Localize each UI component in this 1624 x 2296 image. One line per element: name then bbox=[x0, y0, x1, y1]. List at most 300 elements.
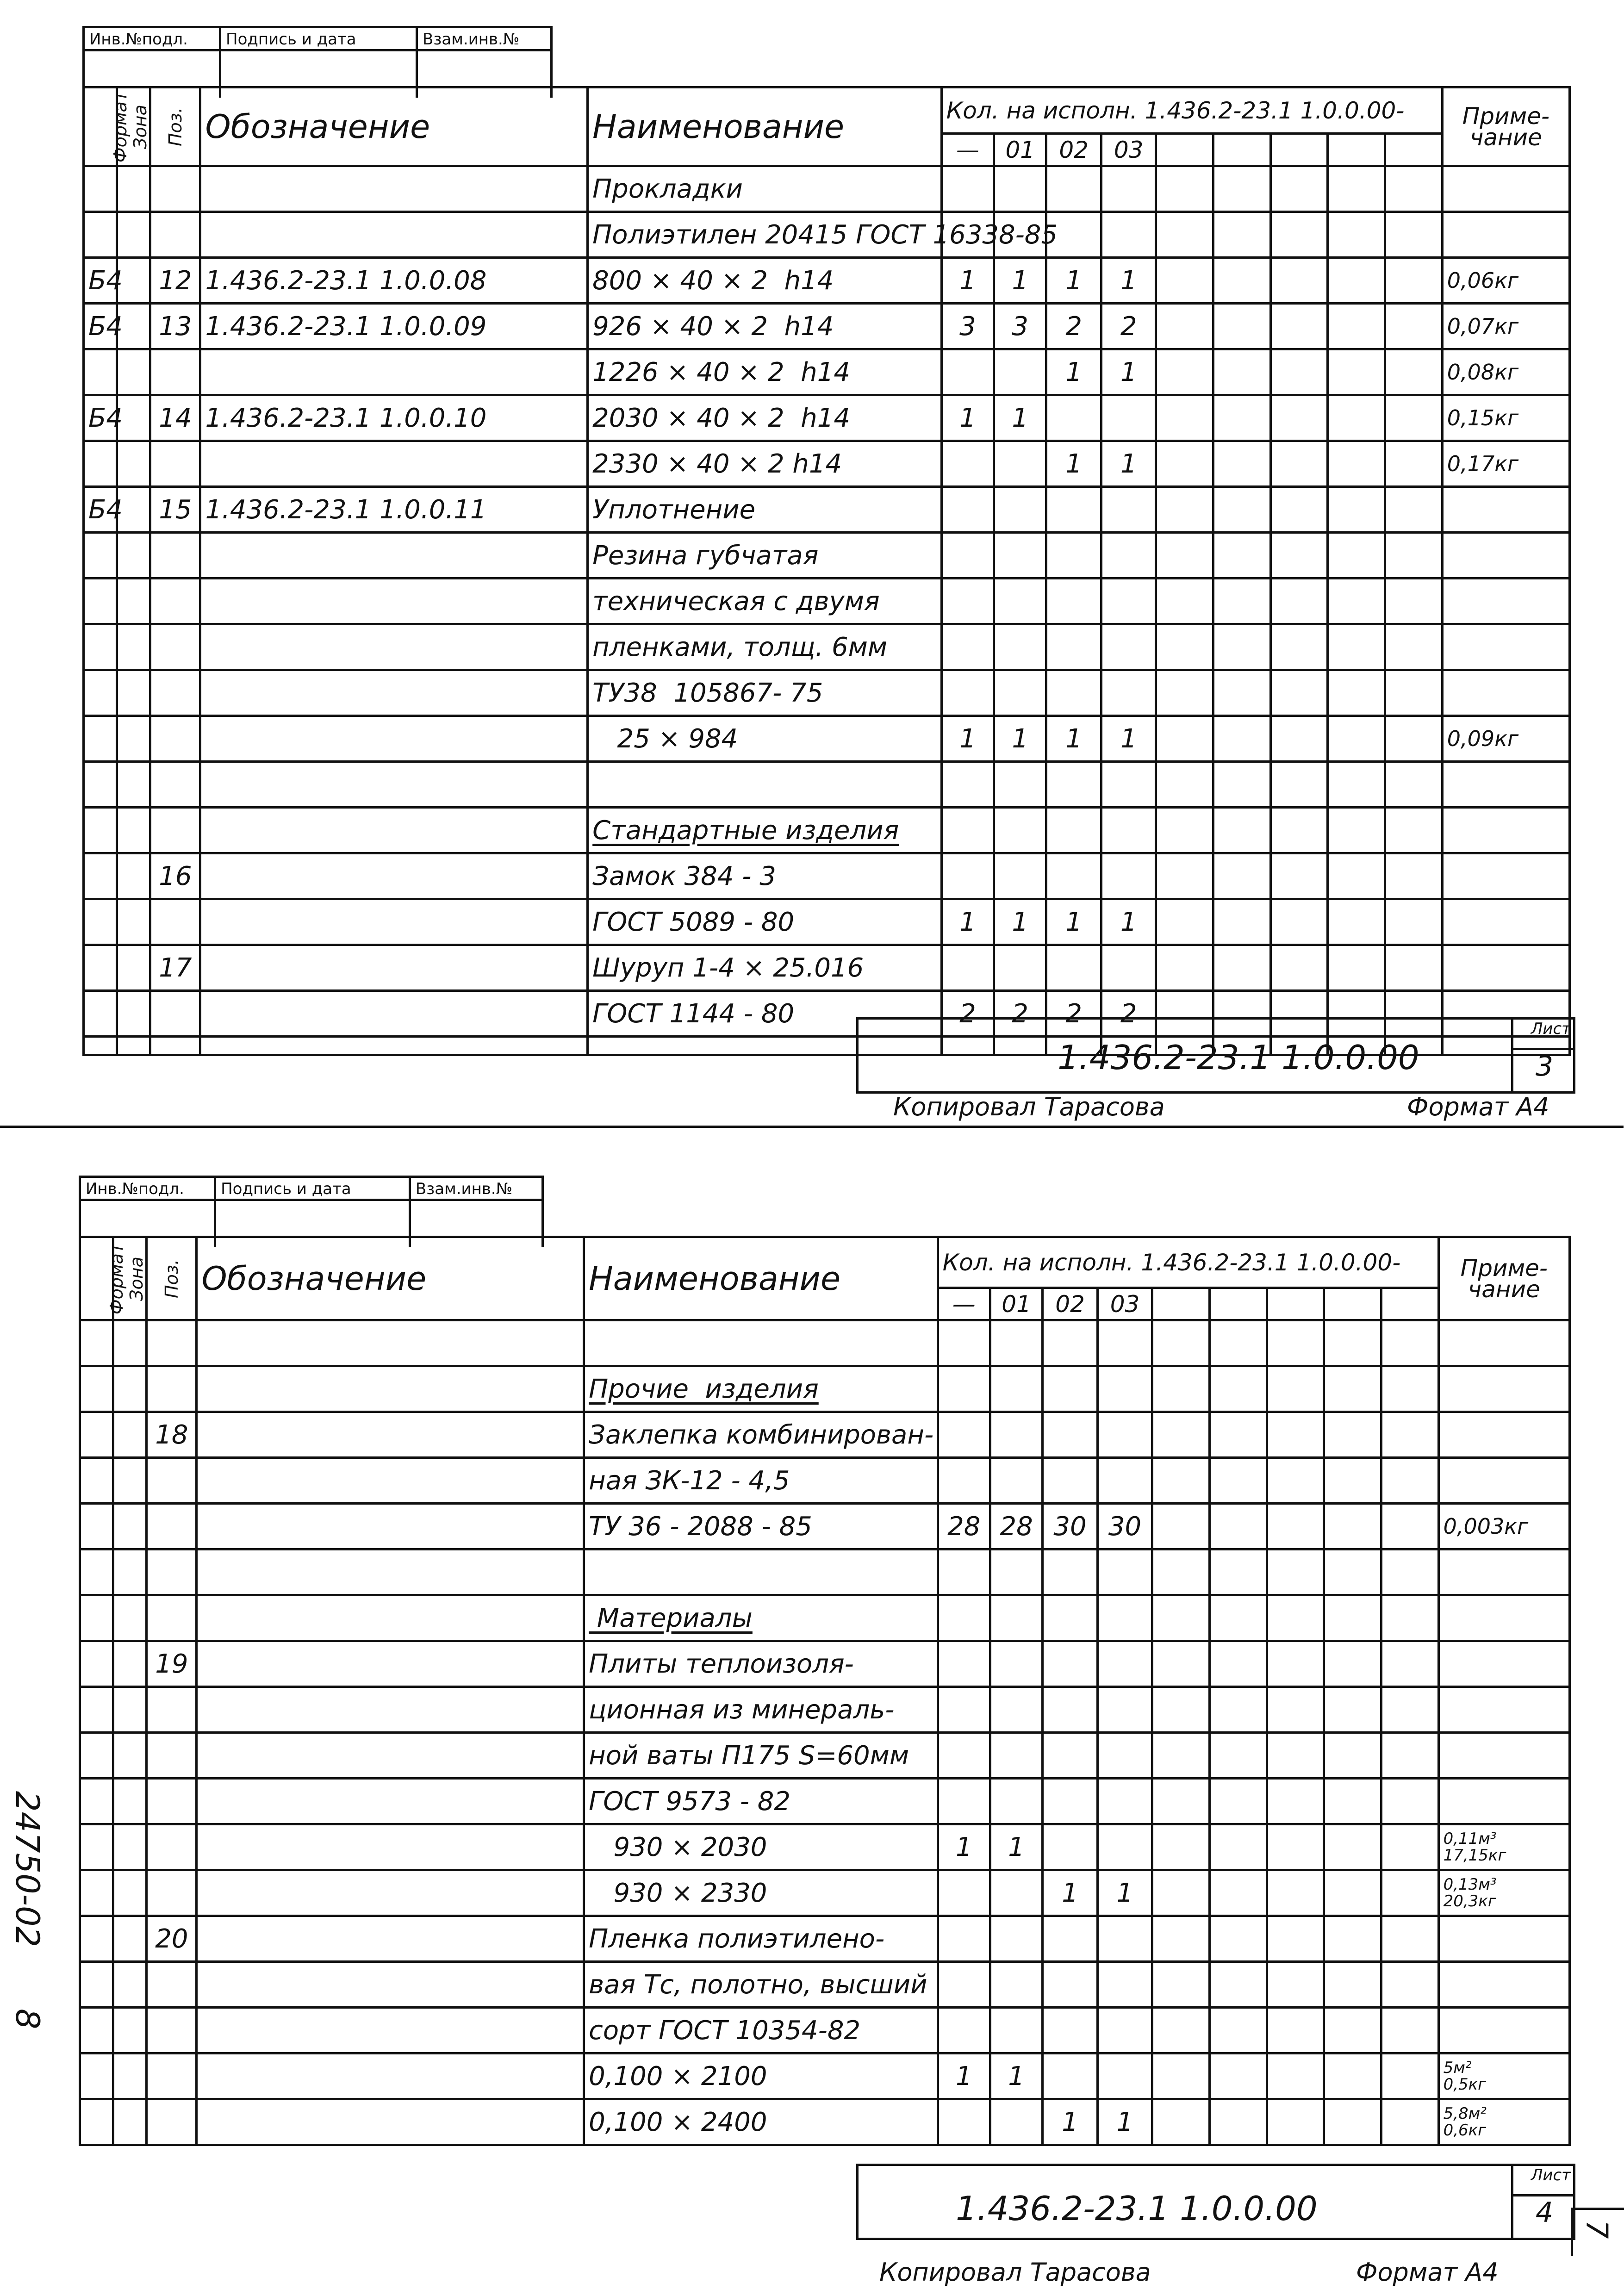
qty-cell bbox=[1043, 1595, 1097, 1641]
pos-cell: 12 bbox=[150, 258, 200, 304]
empty-cell bbox=[1328, 487, 1385, 533]
format-cell bbox=[84, 166, 117, 212]
format-cell bbox=[84, 533, 117, 579]
empty-cell bbox=[1209, 1824, 1267, 1870]
qty-cell bbox=[1046, 395, 1101, 441]
qty-cell bbox=[1043, 1458, 1097, 1504]
qty-cell bbox=[1046, 487, 1101, 533]
empty-cell bbox=[1267, 1320, 1324, 1366]
zone-cell bbox=[113, 1916, 147, 1962]
zone-cell bbox=[113, 1824, 147, 1870]
name-cell: 926 × 40 × 2 h14 bbox=[588, 304, 942, 349]
empty-cell bbox=[1324, 2053, 1381, 2099]
qty-cell: 1 bbox=[1043, 1870, 1097, 1916]
empty-cell bbox=[1156, 624, 1213, 670]
empty-cell bbox=[1213, 304, 1271, 349]
empty-cell bbox=[1209, 1320, 1267, 1366]
empty-cell bbox=[1156, 945, 1213, 991]
qty-cell bbox=[990, 1320, 1042, 1366]
empty-cell bbox=[1385, 212, 1442, 258]
pos-cell: 16 bbox=[150, 853, 200, 899]
qty-cell bbox=[1097, 1412, 1152, 1458]
qty-cell bbox=[938, 1641, 990, 1687]
name-cell: техническая с двумя bbox=[588, 579, 942, 624]
empty-cell bbox=[1213, 716, 1271, 762]
qty-cell bbox=[994, 579, 1046, 624]
pos-cell: 19 bbox=[147, 1641, 197, 1687]
empty-cell bbox=[1152, 1687, 1210, 1733]
empty-cell bbox=[1270, 762, 1328, 808]
qty-cell bbox=[1043, 2008, 1097, 2053]
designation-cell: 1.436.2-23.1 1.0.0.10 bbox=[200, 395, 588, 441]
designation-cell bbox=[200, 670, 588, 716]
zone-cell bbox=[113, 1366, 147, 1412]
vzam-label: Взам.инв.№ bbox=[411, 1178, 541, 1201]
qty-cell: 1 bbox=[990, 2053, 1042, 2099]
format-cell bbox=[80, 1504, 113, 1549]
table-row bbox=[84, 487, 1570, 533]
empty-cell bbox=[1213, 441, 1271, 487]
format-cell: Б4 bbox=[84, 487, 117, 533]
empty-cell bbox=[1213, 166, 1271, 212]
pos-cell bbox=[150, 991, 200, 1037]
qty-cell bbox=[990, 1412, 1042, 1458]
qty-cell bbox=[1046, 624, 1101, 670]
qty-header: Кол. на исполн. 1.436.2-23.1 1.0.0.00- bbox=[941, 87, 1442, 134]
qty-cell: 1 bbox=[1097, 1870, 1152, 1916]
qty-cell bbox=[1043, 1641, 1097, 1687]
qty-cell bbox=[1097, 1366, 1152, 1412]
qty-cell bbox=[941, 624, 994, 670]
table-row bbox=[80, 1595, 1570, 1641]
table-row bbox=[80, 1641, 1570, 1687]
empty-cell bbox=[1267, 1366, 1324, 1412]
qty-cell bbox=[1101, 533, 1156, 579]
note-cell bbox=[1442, 899, 1569, 945]
format-cell bbox=[84, 349, 117, 395]
empty-cell bbox=[1213, 533, 1271, 579]
empty-cell bbox=[1209, 1549, 1267, 1595]
note-cell: 5,8м² 0,6кг bbox=[1438, 2099, 1569, 2145]
empty-cell bbox=[1385, 716, 1442, 762]
qty-cell bbox=[938, 1549, 990, 1595]
qty-cell bbox=[994, 166, 1046, 212]
format-cell bbox=[80, 2008, 113, 2053]
qty-cell bbox=[1043, 1687, 1097, 1733]
note-cell bbox=[1438, 1779, 1569, 1824]
qty-cell bbox=[1101, 624, 1156, 670]
note-cell: 0,003кг bbox=[1438, 1504, 1569, 1549]
inv-label: Инв.№подл. bbox=[85, 28, 219, 51]
designation-cell bbox=[200, 349, 588, 395]
format-cell bbox=[84, 716, 117, 762]
empty-cell bbox=[1381, 2099, 1438, 2145]
format-cell bbox=[80, 1320, 113, 1366]
empty-cell bbox=[1324, 1870, 1381, 1916]
name-cell: 25 × 984 bbox=[588, 716, 942, 762]
pos-cell: 18 bbox=[147, 1412, 197, 1458]
qty-cell bbox=[1101, 762, 1156, 808]
qty-cell: 2 bbox=[1101, 304, 1156, 349]
name-cell: Плиты теплоизоля- bbox=[584, 1641, 938, 1687]
note-header: Приме- чание bbox=[1442, 87, 1569, 166]
zone-cell bbox=[117, 762, 150, 808]
designation-cell bbox=[200, 579, 588, 624]
zone-cell bbox=[117, 441, 150, 487]
format-header: Формат bbox=[106, 1243, 127, 1314]
empty-cell bbox=[1270, 212, 1328, 258]
table-row bbox=[80, 1779, 1570, 1824]
note-cell bbox=[1438, 1687, 1569, 1733]
designation-cell bbox=[200, 762, 588, 808]
table-row bbox=[80, 1733, 1570, 1779]
qty-cell: 1 bbox=[1101, 258, 1156, 304]
note-cell bbox=[1438, 1366, 1569, 1412]
empty-cell bbox=[1381, 1549, 1438, 1595]
note-cell bbox=[1442, 945, 1569, 991]
designation-cell bbox=[197, 1320, 584, 1366]
note-cell bbox=[1438, 2008, 1569, 2053]
zone-cell bbox=[113, 2099, 147, 2145]
pos-cell: 14 bbox=[150, 395, 200, 441]
empty-cell bbox=[1324, 1504, 1381, 1549]
empty-cell bbox=[1209, 1916, 1267, 1962]
format-cell bbox=[84, 762, 117, 808]
zone-cell bbox=[113, 1641, 147, 1687]
qty-cell bbox=[1097, 1641, 1152, 1687]
sign-label: Подпись и дата bbox=[216, 1178, 409, 1201]
empty-cell bbox=[1156, 670, 1213, 716]
qty-cell bbox=[938, 1779, 990, 1824]
empty-cell bbox=[1267, 1916, 1324, 1962]
pos-cell: 15 bbox=[150, 487, 200, 533]
qty-cell: 28 bbox=[938, 1504, 990, 1549]
variant-header: — bbox=[941, 134, 994, 166]
empty-cell bbox=[1152, 1916, 1210, 1962]
empty-cell bbox=[1381, 1870, 1438, 1916]
format-cell bbox=[80, 1733, 113, 1779]
qty-cell bbox=[990, 1916, 1042, 1962]
pos-cell bbox=[150, 670, 200, 716]
empty-cell bbox=[1213, 899, 1271, 945]
qty-cell bbox=[1046, 166, 1101, 212]
empty-cell bbox=[1213, 624, 1271, 670]
format-cell: Б4 bbox=[84, 395, 117, 441]
designation-cell bbox=[197, 1733, 584, 1779]
empty-cell bbox=[1156, 533, 1213, 579]
empty-cell bbox=[1209, 1870, 1267, 1916]
empty-cell bbox=[1385, 624, 1442, 670]
qty-cell bbox=[1101, 945, 1156, 991]
pos-cell bbox=[147, 1366, 197, 1412]
empty-cell bbox=[1381, 1916, 1438, 1962]
name-cell: ТУ 36 - 2088 - 85 bbox=[584, 1504, 938, 1549]
empty-cell bbox=[1324, 1779, 1381, 1824]
qty-cell bbox=[1043, 1366, 1097, 1412]
empty-cell bbox=[1267, 2053, 1324, 2099]
note-cell: 0,15кг bbox=[1442, 395, 1569, 441]
table-row bbox=[80, 1412, 1570, 1458]
spec-sheet-4 bbox=[0, 1148, 1624, 2296]
empty-cell bbox=[1267, 2099, 1324, 2145]
empty-cell bbox=[1328, 258, 1385, 304]
name-cell: 2030 × 40 × 2 h14 bbox=[588, 395, 942, 441]
empty-cell bbox=[1328, 899, 1385, 945]
zone-cell bbox=[113, 1595, 147, 1641]
format-cell: Б4 bbox=[84, 304, 117, 349]
qty-cell bbox=[938, 2008, 990, 2053]
qty-cell bbox=[994, 808, 1046, 853]
empty-cell bbox=[1270, 579, 1328, 624]
qty-cell bbox=[941, 533, 994, 579]
name-cell: Прочие изделия bbox=[584, 1366, 938, 1412]
designation-cell: 1.436.2-23.1 1.0.0.08 bbox=[200, 258, 588, 304]
pos-cell bbox=[150, 533, 200, 579]
zone-cell bbox=[117, 533, 150, 579]
empty-cell bbox=[1328, 212, 1385, 258]
qty-cell bbox=[941, 441, 994, 487]
qty-cell bbox=[1043, 1320, 1097, 1366]
note-cell: 0,17кг bbox=[1442, 441, 1569, 487]
variant-header: 02 bbox=[1046, 134, 1101, 166]
note-cell: 0,07кг bbox=[1442, 304, 1569, 349]
table-row bbox=[84, 533, 1570, 579]
qty-cell bbox=[1046, 853, 1101, 899]
designation-header: Обозначение bbox=[197, 1237, 584, 1320]
format-cell bbox=[84, 670, 117, 716]
qty-cell bbox=[941, 945, 994, 991]
qty-cell: 1 bbox=[1046, 349, 1101, 395]
designation-cell bbox=[197, 1687, 584, 1733]
name-cell: Резина губчатая bbox=[588, 533, 942, 579]
qty-cell bbox=[941, 579, 994, 624]
note-cell bbox=[1438, 1458, 1569, 1504]
empty-cell bbox=[1270, 624, 1328, 670]
zone-cell bbox=[113, 1412, 147, 1458]
qty-cell: 1 bbox=[1046, 258, 1101, 304]
empty-cell bbox=[1381, 1824, 1438, 1870]
zone-cell bbox=[113, 1733, 147, 1779]
qty-cell: 1 bbox=[1101, 899, 1156, 945]
empty-cell bbox=[1270, 808, 1328, 853]
designation-cell bbox=[200, 212, 588, 258]
designation-cell bbox=[200, 624, 588, 670]
empty-cell bbox=[1267, 1549, 1324, 1595]
empty-cell bbox=[1267, 2008, 1324, 2053]
table-row bbox=[80, 1962, 1570, 2008]
qty-cell bbox=[1097, 1458, 1152, 1504]
empty-cell bbox=[1267, 1733, 1324, 1779]
note-cell bbox=[1442, 487, 1569, 533]
zone-cell bbox=[113, 1779, 147, 1824]
name-cell: вая Тс, полотно, высший bbox=[584, 1962, 938, 2008]
empty-cell bbox=[1213, 945, 1271, 991]
qty-cell bbox=[1046, 808, 1101, 853]
designation-cell: 1.436.2-23.1 1.0.0.11 bbox=[200, 487, 588, 533]
table-row bbox=[80, 1458, 1570, 1504]
qty-cell bbox=[990, 1962, 1042, 2008]
sign-label: Подпись и дата bbox=[221, 28, 416, 51]
empty-cell bbox=[1328, 808, 1385, 853]
designation-cell bbox=[197, 1916, 584, 1962]
qty-cell: 1 bbox=[990, 1824, 1042, 1870]
copied-by: Копировал Тарасова bbox=[893, 1092, 1165, 1121]
empty-cell bbox=[1270, 441, 1328, 487]
qty-cell: 28 bbox=[990, 1504, 1042, 1549]
empty-cell bbox=[1209, 2053, 1267, 2099]
empty-cell bbox=[1209, 1779, 1267, 1824]
table-row bbox=[84, 808, 1570, 853]
spec-table bbox=[79, 1236, 1571, 2146]
qty-cell: 1 bbox=[941, 258, 994, 304]
note-cell bbox=[1442, 533, 1569, 579]
pos-cell bbox=[147, 1549, 197, 1595]
pos-cell bbox=[150, 349, 200, 395]
pos-cell: 13 bbox=[150, 304, 200, 349]
empty-cell bbox=[1213, 670, 1271, 716]
pos-cell bbox=[150, 579, 200, 624]
note-cell: 0,09кг bbox=[1442, 716, 1569, 762]
empty-cell bbox=[1381, 1458, 1438, 1504]
empty-cell bbox=[1152, 1641, 1210, 1687]
qty-cell bbox=[1097, 1595, 1152, 1641]
empty-cell bbox=[1152, 1733, 1210, 1779]
pos-cell bbox=[147, 1870, 197, 1916]
format-cell bbox=[84, 579, 117, 624]
empty-cell bbox=[1209, 1962, 1267, 2008]
zone-cell bbox=[117, 716, 150, 762]
empty-cell bbox=[1381, 1733, 1438, 1779]
empty-cell bbox=[1270, 349, 1328, 395]
name-cell: Шуруп 1-4 × 25.016 bbox=[588, 945, 942, 991]
note-cell bbox=[1438, 1641, 1569, 1687]
name-cell: сорт ГОСТ 10354-82 bbox=[584, 2008, 938, 2053]
qty-cell bbox=[994, 624, 1046, 670]
pos-cell bbox=[147, 1824, 197, 1870]
qty-cell bbox=[1043, 1549, 1097, 1595]
designation-cell bbox=[200, 899, 588, 945]
empty-cell bbox=[1156, 258, 1213, 304]
empty-cell bbox=[1213, 212, 1271, 258]
designation-cell bbox=[197, 2099, 584, 2145]
qty-cell bbox=[1043, 1824, 1097, 1870]
zone-cell bbox=[113, 1962, 147, 2008]
designation-cell bbox=[200, 945, 588, 991]
qty-cell bbox=[941, 670, 994, 716]
qty-cell bbox=[938, 1916, 990, 1962]
format-cell: Б4 bbox=[84, 258, 117, 304]
empty-cell bbox=[1152, 1779, 1210, 1824]
qty-cell bbox=[938, 1687, 990, 1733]
empty-cell bbox=[1209, 1687, 1267, 1733]
qty-cell bbox=[994, 945, 1046, 991]
designation-cell bbox=[197, 1962, 584, 2008]
format-cell bbox=[80, 1549, 113, 1595]
qty-cell: 30 bbox=[1043, 1504, 1097, 1549]
empty-cell bbox=[1209, 1366, 1267, 1412]
designation-cell bbox=[197, 1549, 584, 1595]
qty-cell bbox=[938, 1366, 990, 1412]
empty-cell bbox=[1324, 1687, 1381, 1733]
zone-cell bbox=[113, 1320, 147, 1366]
designation-cell bbox=[200, 441, 588, 487]
format-cell bbox=[84, 441, 117, 487]
name-cell: Пленка полиэтилено- bbox=[584, 1916, 938, 1962]
qty-cell: 1 bbox=[1043, 2099, 1097, 2145]
empty-cell bbox=[1156, 395, 1213, 441]
empty-cell bbox=[1385, 395, 1442, 441]
name-cell: ГОСТ 1144 - 80 bbox=[588, 991, 942, 1037]
copied-by: Копировал Тарасова bbox=[879, 2258, 1151, 2287]
qty-cell bbox=[990, 1779, 1042, 1824]
empty-cell bbox=[1381, 2008, 1438, 2053]
spec-sheet-3 bbox=[0, 0, 1624, 1139]
designation-cell bbox=[197, 1412, 584, 1458]
table-row bbox=[84, 166, 1570, 212]
empty-cell bbox=[1324, 1320, 1381, 1366]
format-cell bbox=[80, 1916, 113, 1962]
inv-label: Инв.№подл. bbox=[81, 1178, 214, 1201]
empty-cell bbox=[1385, 899, 1442, 945]
empty-cell bbox=[1270, 670, 1328, 716]
qty-cell bbox=[941, 853, 994, 899]
zone-cell bbox=[113, 1687, 147, 1733]
empty-cell bbox=[1213, 762, 1271, 808]
pos-cell bbox=[150, 212, 200, 258]
format-cell bbox=[84, 899, 117, 945]
corner-mark: 7 bbox=[1579, 2220, 1614, 2239]
qty-cell bbox=[938, 1733, 990, 1779]
variant-header: 03 bbox=[1101, 134, 1156, 166]
qty-cell bbox=[990, 1641, 1042, 1687]
qty-cell bbox=[994, 441, 1046, 487]
empty-cell bbox=[1156, 441, 1213, 487]
empty-cell bbox=[1328, 670, 1385, 716]
qty-cell: 3 bbox=[994, 304, 1046, 349]
pos-cell bbox=[150, 762, 200, 808]
zone-cell bbox=[117, 212, 150, 258]
empty-cell bbox=[1213, 808, 1271, 853]
empty-cell bbox=[1328, 441, 1385, 487]
qty-cell bbox=[1043, 1779, 1097, 1824]
format-cell bbox=[84, 808, 117, 853]
qty-cell bbox=[990, 2008, 1042, 2053]
name-cell: 1226 × 40 × 2 h14 bbox=[588, 349, 942, 395]
designation-cell bbox=[197, 1779, 584, 1824]
empty-cell bbox=[1209, 1733, 1267, 1779]
table-row bbox=[80, 2008, 1570, 2053]
note-cell bbox=[1442, 579, 1569, 624]
table-row bbox=[80, 1366, 1570, 1412]
pos-cell bbox=[147, 2099, 197, 2145]
separator-line bbox=[0, 1126, 1624, 1128]
empty-cell bbox=[1328, 579, 1385, 624]
note-cell bbox=[1442, 808, 1569, 853]
pos-cell bbox=[150, 808, 200, 853]
qty-cell bbox=[994, 349, 1046, 395]
pos-cell bbox=[147, 1962, 197, 2008]
empty-cell bbox=[1213, 258, 1271, 304]
qty-cell bbox=[1101, 579, 1156, 624]
empty-cell bbox=[1324, 1733, 1381, 1779]
empty-cell bbox=[1385, 487, 1442, 533]
vzam-label: Взам.инв.№ bbox=[418, 28, 550, 51]
empty-cell bbox=[1328, 945, 1385, 991]
format-cell bbox=[80, 1687, 113, 1733]
name-cell: Полиэтилен 20415 ГОСТ 16338-85 bbox=[588, 212, 942, 258]
empty-cell bbox=[1381, 1504, 1438, 1549]
qty-cell: 30 bbox=[1097, 1504, 1152, 1549]
